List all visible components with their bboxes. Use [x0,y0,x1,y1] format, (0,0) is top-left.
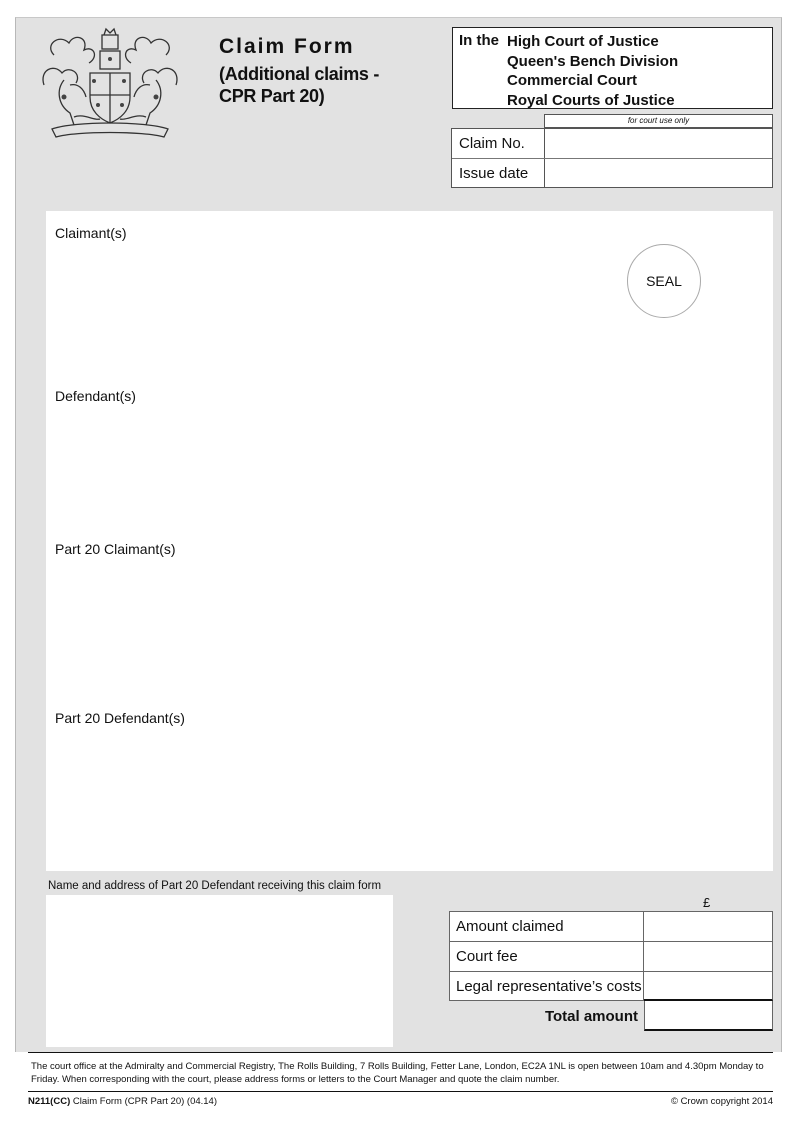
defendants-label: Defendant(s) [55,388,136,404]
issue-date-row [452,158,772,188]
subtitle-line-2: CPR Part 20) [219,86,325,106]
form-code: N211(CC) [28,1096,71,1107]
royal-coat-of-arms-icon [34,25,186,143]
court-fee-label: Court fee [449,941,644,971]
footer-divider [28,1091,773,1092]
total-amount-row [449,1001,773,1031]
total-amount-field[interactable] [644,1001,773,1031]
amount-claimed-label: Amount claimed [449,911,644,941]
court-use-only-note: for court use only [544,114,773,128]
court-prefix: In the [459,32,499,49]
total-amount-label: Total amount [544,1008,638,1025]
address-label: Name and address of Part 20 Defendant receiving this claim form [48,880,382,892]
footer-divider [28,1052,773,1053]
seal-circle: SEAL [627,244,701,318]
copyright-notice: © Crown copyright 2014 [670,1096,773,1107]
legal-costs-row [449,971,773,1001]
court-office-note: The court office at the Admiralty and Commercial Registry, The Rolls Building, 7 Rolls Building, Fetter Lane, London, EC2A 1NL is open between 10am and 4.30pm Monday to Friday. When corresponding with the court, please address forms or letters to the Court Manager and quote the claim number. [31,1061,764,1085]
currency-symbol: £ [703,895,711,910]
amounts-table [449,911,773,1031]
legal-costs-label: Legal representative’s costs [449,971,644,1001]
claimants-label: Claimant(s) [55,225,127,241]
court-fee-row [449,941,773,971]
court-box [452,27,773,109]
court-fee-field[interactable] [644,941,773,971]
court-line: Commercial Court [507,72,638,89]
issue-date-field[interactable] [544,159,772,188]
court-line: Royal Courts of Justice [507,91,675,109]
form-name: Claim Form (CPR Part 20) (04.14) [70,1096,218,1107]
claim-number-row [452,129,772,158]
court-line: High Court of Justice [507,33,659,50]
claim-number-field[interactable] [544,129,772,158]
court-use-table [451,128,773,188]
part20-claimants-label: Part 20 Claimant(s) [55,541,176,557]
subtitle-line-1: (Additional claims - [219,64,380,84]
address-field[interactable] [46,895,393,1047]
legal-costs-field[interactable] [644,971,773,1001]
amount-claimed-field[interactable] [644,911,773,941]
form-identifier [28,1096,217,1107]
court-line: Queen's Bench Division [507,52,679,70]
claim-number-label: Claim No. [459,135,525,152]
court-name-lines [507,32,678,110]
amount-claimed-row [449,911,773,941]
form-subtitle [219,63,379,107]
form-title: Claim Form [219,35,355,58]
issue-date-label: Issue date [459,165,529,182]
part20-defendants-label: Part 20 Defendant(s) [55,710,185,726]
